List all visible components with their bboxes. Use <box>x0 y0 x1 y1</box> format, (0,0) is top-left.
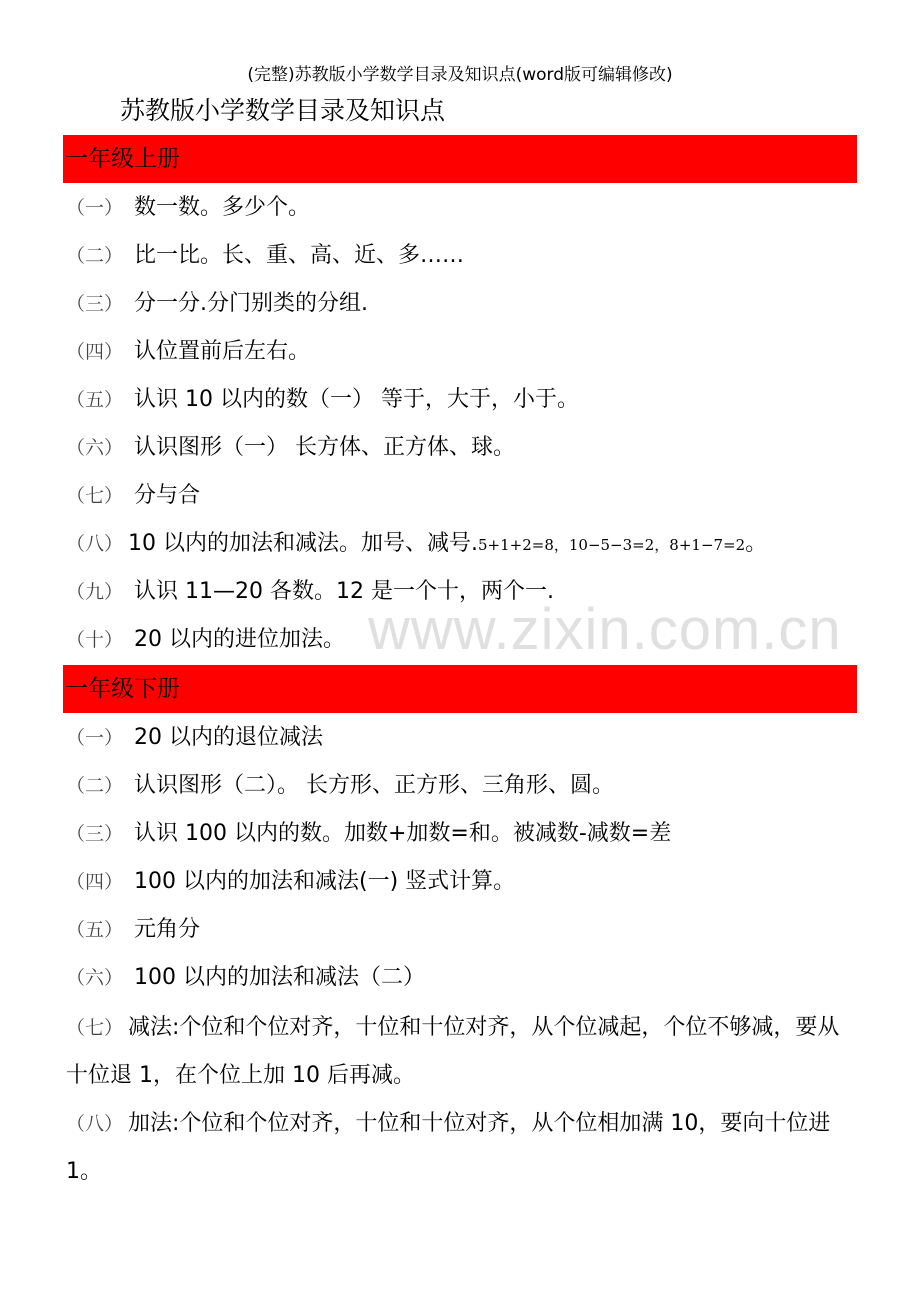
item-text: 比一比。长、重、高、近、多…… <box>134 243 465 268</box>
list-item <box>66 529 767 560</box>
list-item <box>66 625 345 655</box>
item-number: （十） <box>66 629 124 651</box>
item-text: 认识图形（二）。 长方形、正方形、三角形、圆。 <box>134 773 614 798</box>
section-heading-grade1-second: 一年级下册 <box>63 665 857 713</box>
item-text: 认识图形（一） 长方体、正方体、球。 <box>134 435 515 460</box>
list-item <box>66 1100 860 1196</box>
document-header: (完整)苏教版小学数学目录及知识点(word版可编辑修改) <box>247 65 673 85</box>
list-item <box>66 915 200 945</box>
item-number: （五） <box>66 919 124 941</box>
item-text: 20 以内的退位减法 <box>134 725 323 750</box>
item-text: 认识 100 以内的数。加数+加数=和。被减数-减数=差 <box>134 821 672 846</box>
list-item <box>66 337 310 367</box>
formula: 5+1+2=8，10−5−3=2，8+1−7=2 <box>477 536 746 554</box>
item-number: （四） <box>66 871 124 893</box>
item-number: （九） <box>66 581 124 603</box>
item-text: 认位置前后左右。 <box>134 339 311 364</box>
item-text: 认识 10 以内的数（一） 等于，大于，小于。 <box>134 387 579 412</box>
item-number: （二） <box>66 775 124 797</box>
item-number: （三） <box>66 823 124 845</box>
watermark: www.zixin.com.cn <box>368 597 842 662</box>
list-item <box>66 289 368 319</box>
item-end: 。 <box>745 531 768 556</box>
item-text: 加法:个位和个位对齐，十位和十位对齐，从个位相加满 10，要向十位进 1。 <box>66 1111 831 1184</box>
item-text: 10 以内的加法和减法。加号、减号. <box>128 531 478 556</box>
item-text: 分与合 <box>134 483 201 508</box>
list-item <box>66 385 579 415</box>
document-title: 苏教版小学数学目录及知识点 <box>120 96 446 125</box>
item-number: （一） <box>66 727 124 749</box>
item-number: （八） <box>66 533 124 555</box>
item-number: （五） <box>66 389 124 411</box>
list-item <box>66 241 464 271</box>
list-item <box>66 1004 860 1100</box>
list-item <box>66 481 200 511</box>
list-item <box>66 819 671 849</box>
item-number: （三） <box>66 293 124 315</box>
item-number: （一） <box>66 197 124 219</box>
item-text: 分一分.分门别类的分组. <box>134 291 368 316</box>
item-number: （七） <box>66 485 124 507</box>
item-number: （二） <box>66 245 124 267</box>
list-item <box>66 771 614 801</box>
item-number: （四） <box>66 341 124 363</box>
item-text: 100 以内的加法和减法(一) 竖式计算。 <box>134 869 516 894</box>
item-text: 元角分 <box>134 917 201 942</box>
list-item <box>66 433 515 463</box>
list-item <box>66 963 425 993</box>
item-text: 数一数。多少个。 <box>134 195 311 220</box>
item-number: （七） <box>66 1017 124 1039</box>
list-item <box>66 193 310 223</box>
item-text: 减法:个位和个位对齐，十位和十位对齐，从个位减起，个位不够减，要从十位退 1，在个位上加 10 后再减。 <box>66 1015 840 1088</box>
item-number: （六） <box>66 967 124 989</box>
list-item <box>66 723 323 753</box>
item-number: （八） <box>66 1113 124 1135</box>
list-item <box>66 867 515 897</box>
section-heading-grade1-first: 一年级上册 <box>63 135 857 183</box>
item-text: 20 以内的进位加法。 <box>134 627 345 652</box>
item-text: 100 以内的加法和减法（二） <box>134 965 425 990</box>
item-text: 认识 11—20 各数。12 是一个十，两个一. <box>134 579 554 604</box>
item-number: （六） <box>66 437 124 459</box>
